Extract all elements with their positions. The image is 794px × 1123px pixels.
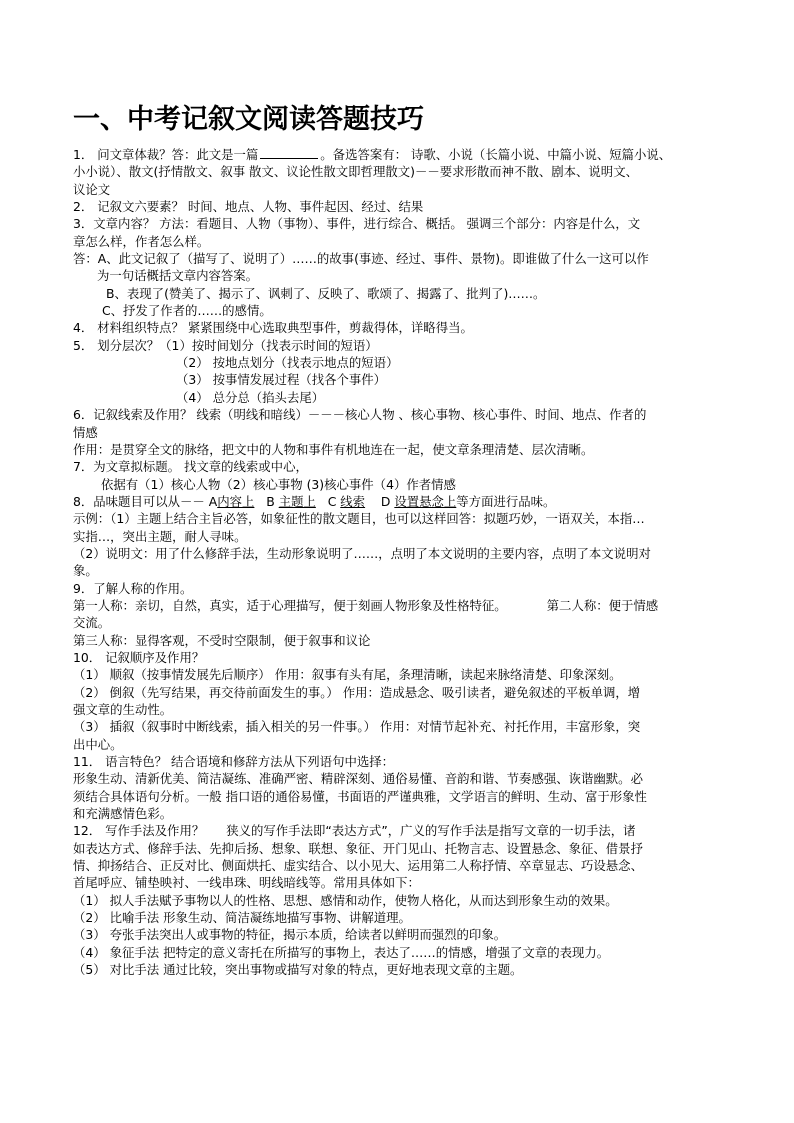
q1-line-1: 1． 问文章体裁？答：此文是一篇 。备选答案有： 诗歌、小说（长篇小说、中篇小说、短篇小说、 <box>73 147 672 162</box>
q10-line-4: 强文章的生动性。 <box>73 702 173 717</box>
q6-line-2: 情感 <box>73 424 98 440</box>
q2-line: 2． 记叙文六要素？ 时间、地点、人物、事件起因、经过、结果 <box>73 199 424 215</box>
q10-line-1: 10． 记叙顺序及作用？ <box>73 649 205 665</box>
q5-line-3: （3） 按事情发展过程（找各个事件） <box>176 372 387 388</box>
q8-line-2: 示例：（1）主题上结合主旨必答，如象征性的散文题目，也可以这样回答：拟题巧妙，一语双关，本指… <box>73 511 645 527</box>
q6-line-1: 6．记叙线索及作用？ 线索（明线和暗线）－－－核心人物 、核心事物、核心事件、时间、地点、作者的 <box>73 407 647 423</box>
q9-line-4: 第三人称：显得客观，不受时空限制，便于叙事和议论 <box>73 632 371 648</box>
q4-line: 4． 材料组织特点？ 紧紧围绕中心选取典型事件，剪裁得体，详略得当。 <box>73 320 473 336</box>
q12-line-5: （1） 拟人手法赋予事物以人的性格、思想、感情和动作，使物人格化，从而达到形象生动的效果。 <box>73 892 618 908</box>
q12-line-6: （2） 比喻手法 形象生动、简洁凝练地描写事物、讲解道理。 <box>73 910 411 926</box>
q8-line-5: 象。 <box>73 563 98 579</box>
fill-in-blank <box>260 147 318 159</box>
q12-line-9: （5） 对比手法 通过比较，突出事物或描写对象的特点，更好地表现文章的主题。 <box>73 962 523 978</box>
q11-line-2: 形象生动、清新优美、简洁凝练、准确严密、精辟深刻、通俗易懂、音韵和谐、节奏感强、诙谐幽默。必 <box>73 771 643 787</box>
q5-line-4: （4） 总分总（掐头去尾） <box>176 389 325 405</box>
q8-line-1: 8．品味题目可以从－－ A内容上 B 主题上 C 线索 D 设置悬念上等方面进行品味。 <box>73 493 556 509</box>
q9-line-1: 9．了解人称的作用。 <box>73 580 193 596</box>
q12-line-4: 首尾呼应、铺垫映衬、一线串珠、明线暗线等。常用具体如下： <box>73 875 420 891</box>
option-c: 线索 <box>340 493 366 509</box>
q5-line-2: （2） 按地点划分（找表示地点的短语） <box>176 355 399 371</box>
q3-line-2: 章怎么样，作者怎么样。 <box>73 233 210 249</box>
page-title: 一、中考记叙文阅读答题技巧 <box>73 104 424 135</box>
q10-line-3: （2） 倒叙（先写结果，再交待前面发生的事。） 作用：造成悬念、吸引读者，避免叙述的平板单调，增 <box>73 684 641 700</box>
q1-line-3: 议论文 <box>73 181 111 197</box>
q8-line-4: （2）说明文：用了什么修辞手法，生动形象说明了……，点明了本文说明的主要内容，点明了本文说明对 <box>73 545 651 561</box>
document-body <box>73 146 738 979</box>
q10-line-5: （3） 插叙（叙事时中断线索，插入相关的另一件事。） 作用：对情节起补充、衬托作用，丰富形象，突 <box>73 719 641 735</box>
q12-line-3: 情、抑扬结合、正反对比、侧面烘托、虚实结合、以小见大、运用第二人称抒情、卒章显志、巧设悬念、 <box>73 858 643 874</box>
q12-line-8: （4） 象征手法 把特定的意义寄托在所描写的事物上，表达了……的情感，增强了文章的表现力。 <box>73 944 610 960</box>
q3-line-6: C、抒发了作者的……的感情。 <box>102 303 272 319</box>
q12-line-7: （3） 夸张手法突出人或事物的特征，揭示本质，给读者以鲜明而强烈的印象。 <box>73 927 507 943</box>
option-b: 主题上 <box>278 493 316 509</box>
q5-line-1: 5． 划分层次？（1）按时间划分（找表示时间的短语） <box>73 337 378 353</box>
q11-line-3: 须结合具体语句分析。一般 指口语的通俗易懂，书面语的严谨典雅，文学语言的鲜明、生动、富于形象性 <box>73 788 647 804</box>
q11-line-1: 11． 语言特色？ 结合语境和修辞方法从下列语句中选择： <box>73 754 395 770</box>
option-d: 设置悬念上 <box>394 493 457 509</box>
q12-line-1: 12． 写作手法及作用？ 狭义的写作手法即“表达方式”，广义的写作手法是指写文章的一切手法，诸 <box>73 823 636 839</box>
q10-line-6: 出中心。 <box>73 736 123 752</box>
q3-line-5: B、表现了(赞美了、揭示了、讽刺了、反映了、歌颂了、揭露了、批判了)……。 <box>106 285 546 301</box>
q12-line-2: 如表达方式、修辞手法、先抑后扬、想象、联想、象征、开门见山、托物言志、设置悬念、象征、借景抒 <box>73 840 643 856</box>
q3-line-3: 答：A、此文记叙了（描写了、说明了）……的故事(事迹、经过、事件、景物)。即谁做了什么一这可以作 <box>73 251 649 267</box>
q7-line-2: 依据有（1）核心人物（2）核心事物 (3)核心事件（4）作者情感 <box>101 476 456 492</box>
q3-line-1: 3．文章内容？ 方法：看题目、人物（事物）、事件，进行综合、概括。 强调三个部分：内容是什么，文 <box>73 216 641 232</box>
q3-line-4: 为一句话概括文章内容答案。 <box>97 268 259 284</box>
q10-line-2: （1） 顺叙（按事情发展先后顺序） 作用：叙事有头有尾，条理清晰，读起来脉络清楚、印象深刻。 <box>73 667 622 683</box>
q7-line-1: 7．为文章拟标题。 找文章的线索或中心， <box>73 459 308 475</box>
q1-line-2: 小小说）、散文(抒情散文、叙事 散文、议论性散文即哲理散文)－－要求形散而神不散、剧本、说明文、 <box>73 164 638 180</box>
q6-line-3: 作用：是贯穿全文的脉络，把文中的人物和事件有机地连在一起，使文章条理清楚、层次清晰。 <box>73 441 594 457</box>
q11-line-4: 和充满感情色彩。 <box>73 806 173 822</box>
q8-line-3: 实指…，突出主题，耐人寻味。 <box>73 528 247 544</box>
q9-line-2: 第一人称：亲切，自然，真实，适于心理描写，便于刻画人物形象及性格特征。 第二人称：便于情感 <box>73 597 659 613</box>
option-a: 内容上 <box>217 493 255 509</box>
q9-line-3: 交流。 <box>73 615 111 631</box>
